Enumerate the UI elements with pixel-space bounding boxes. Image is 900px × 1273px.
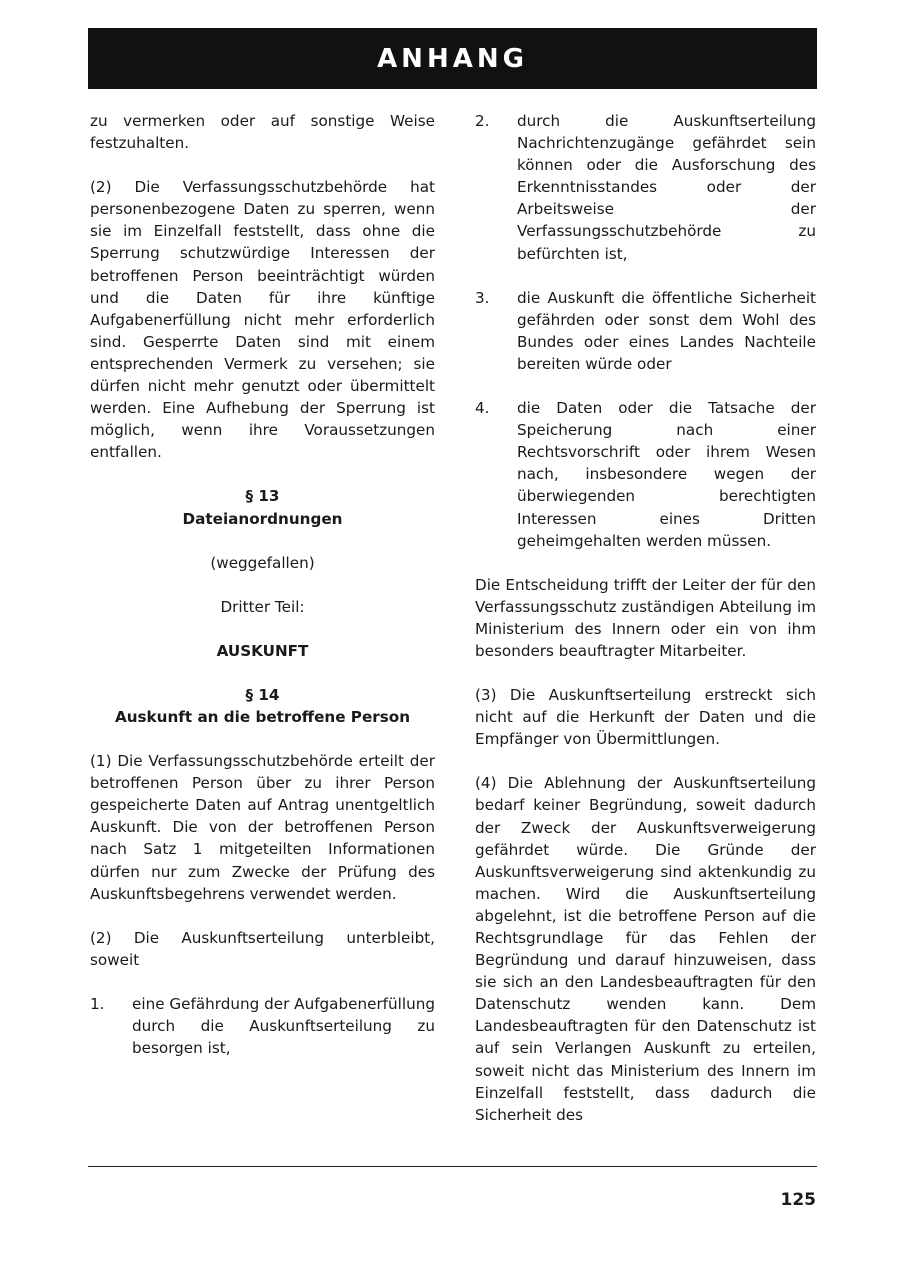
list-item-3 bbox=[475, 287, 816, 375]
section-13-number: § 13 bbox=[245, 487, 280, 506]
section-13-title: Dateianordnungen bbox=[182, 509, 343, 528]
paragraph-14-3: (3) Die Auskunftserteilung erstreckt sich nicht auf die Herkunft der Daten und die Empfänger von Übermittlungen. bbox=[475, 686, 816, 749]
header-bar bbox=[88, 28, 817, 89]
left-column bbox=[90, 110, 435, 1059]
list-item-3-number: 3. bbox=[475, 288, 490, 307]
section-14-number: § 14 bbox=[245, 685, 280, 704]
footer-rule bbox=[88, 1166, 817, 1167]
paragraph-entscheidung: Die Entscheidung trifft der Leiter der für den Verfassungsschutz zuständigen Abteilung im Ministerium des Innern oder ein von ihm besonders beauftragter Mitarbeiter. bbox=[475, 575, 816, 660]
list-item-1 bbox=[90, 993, 435, 1059]
list-item-2 bbox=[475, 110, 816, 265]
list-item-1-number: 1. bbox=[90, 994, 105, 1013]
section-13-body: (weggefallen) bbox=[210, 553, 315, 572]
part-label: Dritter Teil: bbox=[220, 597, 305, 616]
part-title: AUSKUNFT bbox=[216, 641, 309, 660]
list-item-3-text: die Auskunft die öffentliche Sicherheit gefährden oder sonst dem Wohl des Bundes oder eines Landes Nachteile bereiten würde oder bbox=[517, 288, 816, 373]
list-item-4-text: die Daten oder die Tatsache der Speicherung nach einer Rechtsvorschrift oder ihrem Wesen nach, insbesondere wegen der überwiegenden berechtigten Interessen eines Dritten geheimgehalten werden müssen. bbox=[517, 399, 816, 550]
header-title: ANHANG bbox=[377, 43, 528, 74]
list-item-4 bbox=[475, 397, 816, 552]
list-item-1-text: eine Gefährdung der Aufgabenerfüllung durch die Auskunftserteilung zu besorgen ist, bbox=[132, 994, 435, 1058]
section-14-title: Auskunft an die betroffene Person bbox=[114, 707, 411, 726]
list-item-4-number: 4. bbox=[475, 399, 490, 418]
right-column bbox=[475, 110, 816, 1126]
paragraph-14-2: (2) Die Auskunftserteilung unterbleibt, soweit bbox=[90, 928, 435, 969]
paragraph-sperren: (2) Die Verfassungsschutzbehörde hat personenbezogene Daten zu sperren, wenn sie im Einzelfall feststellt, dass ohne die Sperrung schutzwürdige Interessen der betroffenen Person beeinträchtigt würden und die Daten für ihre künftige Aufgabenerfüllung nicht mehr erforderlich sind. Gesperrte Daten sind mit einem entsprechenden Vermerk zu versehen; sie dürfen nicht mehr genutzt oder übermittelt werden. Eine Aufhebung der Sperrung ist möglich, wenn ihre Voraussetzungen entfallen. bbox=[90, 178, 435, 462]
paragraph-continuation: zu vermerken oder auf sonstige Weise festzuhalten. bbox=[90, 112, 435, 153]
page-number: 125 bbox=[780, 1190, 816, 1210]
list-item-2-text: durch die Auskunftserteilung Nachrichtenzugänge gefährdet sein können oder die Ausforschung des Erkenntnisstandes oder der Arbeitsweise der Verfassungsschutzbehörde zu befürchten ist, bbox=[517, 112, 816, 263]
paragraph-14-4: (4) Die Ablehnung der Auskunftserteilung bedarf keiner Begründung, soweit dadurch der Zweck der Auskunftsverweigerung gefährdet würde. Die Gründe der Auskunftsverweigerung sind aktenkundig zu machen. Wird die Auskunftserteilung abgelehnt, ist die betroffene Person auf die Rechtsgrundlage für das Fehlen der Begründung und darauf hinzuweisen, dass sie sich an den Landesbeauftragten für den Datenschutz wenden kann. Dem Landesbeauftragten für den Datenschutz ist auf sein Verlangen Auskunft zu erteilen, soweit nicht das Ministerium des Innern im Einzelfall feststellt, dass dadurch die Sicherheit des bbox=[475, 774, 816, 1124]
paragraph-14-1: (1) Die Verfassungsschutzbehörde erteilt der betroffenen Person über zu ihrer Person gespeicherte Daten auf Antrag unentgeltlich Auskunft. Die von der betroffenen Person nach Satz 1 mitgeteilten Informationen dürfen nur zum Zwecke der Prüfung des Auskunftsbegehrens verwendet werden. bbox=[90, 752, 435, 903]
list-item-2-number: 2. bbox=[475, 112, 490, 130]
